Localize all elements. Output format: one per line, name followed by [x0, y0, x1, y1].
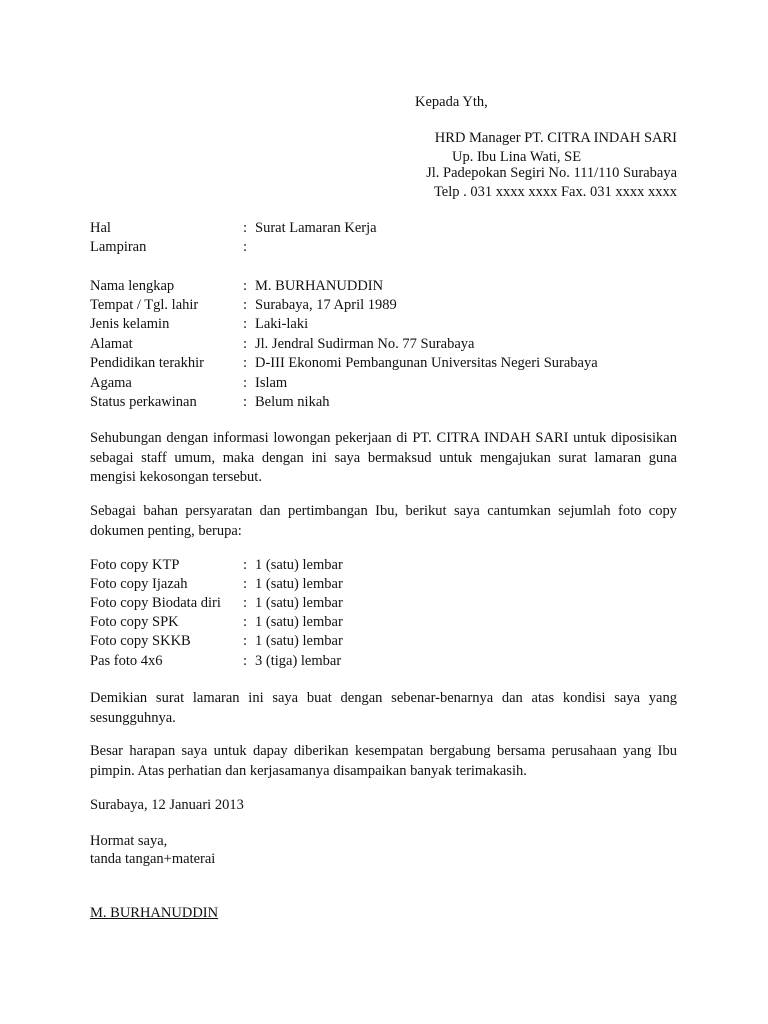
greeting: Kepada Yth,: [415, 94, 488, 110]
document-count: 3 (tiga) lembar: [255, 653, 342, 669]
recipient-line: Up. Ibu Lina Wati, SE: [452, 149, 582, 165]
field-label: Pendidikan terakhir: [90, 355, 204, 371]
field-label: Lampiran: [90, 239, 147, 255]
field-colon: :: [243, 557, 248, 573]
field-label: Status perkawinan: [90, 394, 197, 410]
intro-paragraph: Sehubungan dengan informasi lowongan pekerjaan di PT. CITRA INDAH SARI untuk diposisikan sebagai staff umum, maka dengan ini saya bermaksud untuk mengajukan surat lamaran guna mengisi kekosongan tersebut.: [90, 430, 677, 485]
field-value: Surabaya, 17 April 1989: [255, 297, 397, 313]
field-colon: :: [243, 653, 248, 669]
field-value: D-III Ekonomi Pembangunan Universitas Negeri Surabaya: [255, 355, 598, 371]
document-label: Foto copy SKKB: [90, 633, 191, 649]
field-value: Islam: [255, 375, 288, 391]
field-colon: :: [243, 278, 248, 294]
place-date: Surabaya, 12 Januari 2013: [90, 797, 244, 813]
signature-note: tanda tangan+materai: [90, 851, 216, 867]
recipient-line: Jl. Padepokan Segiri No. 111/110 Surabaya: [426, 165, 677, 181]
salutation: Hormat saya,: [90, 833, 168, 849]
document-count: 1 (satu) lembar: [255, 576, 343, 592]
documents-intro-paragraph: Sebagai bahan persyaratan dan pertimbangan Ibu, berikut saya cantumkan sejumlah foto copy dokumen penting, berupa:: [90, 503, 677, 539]
field-colon: :: [243, 633, 248, 649]
document-label: Foto copy Ijazah: [90, 576, 188, 592]
field-label: Nama lengkap: [90, 278, 175, 294]
field-colon: :: [243, 595, 248, 611]
field-colon: :: [243, 355, 248, 371]
document-label: Foto copy KTP: [90, 557, 180, 573]
field-value: Belum nikah: [255, 394, 330, 410]
document-count: 1 (satu) lembar: [255, 633, 343, 649]
document-count: 1 (satu) lembar: [255, 595, 343, 611]
field-colon: :: [243, 220, 248, 236]
field-colon: :: [243, 375, 248, 391]
document-count: 1 (satu) lembar: [255, 557, 343, 573]
document-label: Pas foto 4x6: [90, 653, 163, 669]
closing-paragraph: Demikian surat lamaran ini saya buat dengan sebenar-benarnya dan atas kondisi saya yang sesungguhnya.: [90, 690, 677, 726]
document-label: Foto copy SPK: [90, 614, 179, 630]
field-label: Agama: [90, 375, 132, 391]
field-colon: :: [243, 336, 248, 352]
field-value: M. BURHANUDDIN: [255, 278, 384, 294]
field-value: Jl. Jendral Sudirman No. 77 Surabaya: [255, 336, 475, 352]
field-colon: :: [243, 576, 248, 592]
field-value: Laki-laki: [255, 316, 309, 332]
document-count: 1 (satu) lembar: [255, 614, 343, 630]
recipient-line: Telp . 031 xxxx xxxx Fax. 031 xxxx xxxx: [433, 184, 677, 200]
field-label: Jenis kelamin: [90, 316, 170, 332]
field-colon: :: [243, 297, 248, 313]
field-colon: :: [243, 614, 248, 630]
recipient-line: HRD Manager PT. CITRA INDAH SARI: [434, 130, 677, 146]
signatory-name: M. BURHANUDDIN: [90, 905, 219, 921]
field-label: Tempat / Tgl. lahir: [90, 297, 199, 313]
field-colon: :: [243, 316, 248, 332]
field-label: Alamat: [90, 336, 133, 352]
field-label: Hal: [90, 220, 111, 236]
document-label: Foto copy Biodata diri: [90, 595, 221, 611]
closing-paragraph: Besar harapan saya untuk dapay diberikan kesempatan bergabung bersama perusahaan yang Ibu pimpin. Atas perhatian dan kerjasamanya disampaikan banyak terimakasih.: [90, 743, 677, 779]
field-colon: :: [243, 239, 248, 255]
field-colon: :: [243, 394, 248, 410]
field-value: Surat Lamaran Kerja: [255, 220, 377, 236]
